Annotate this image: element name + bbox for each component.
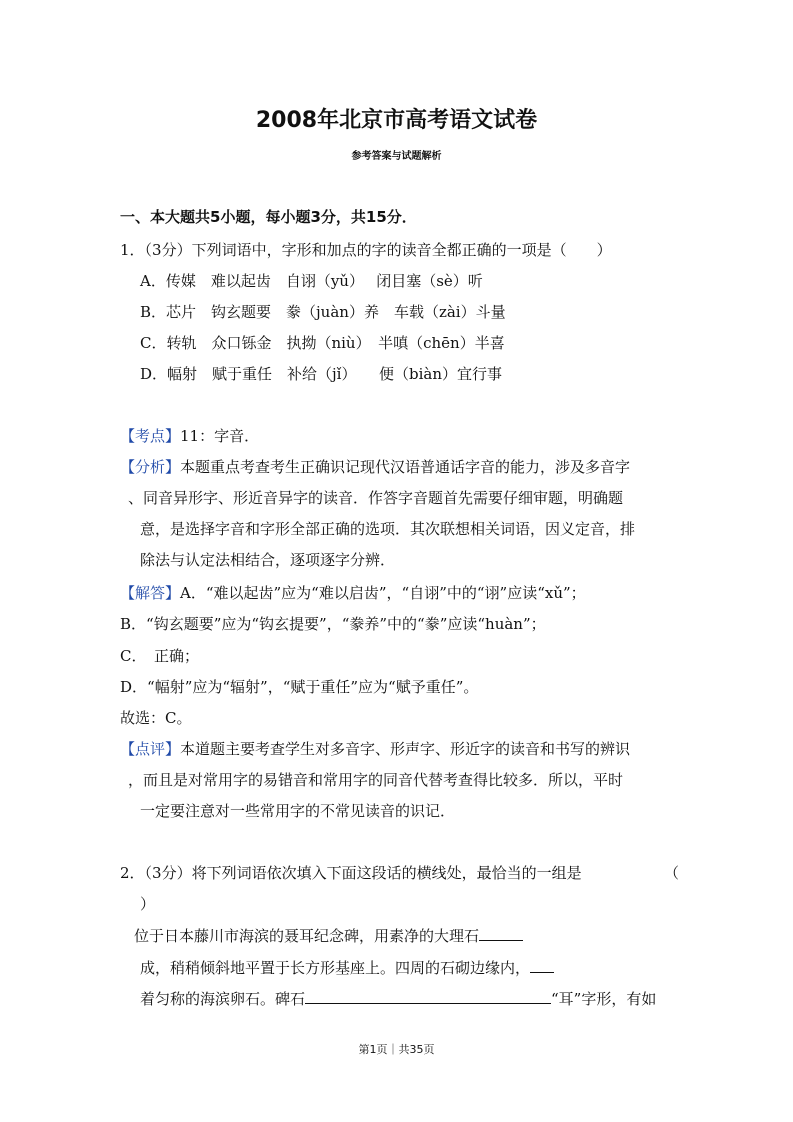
fill-blank-3 <box>305 989 551 1004</box>
q2-paren-close: ） <box>140 895 156 913</box>
passage-text-1: 位于日本藤川市海滨的聂耳纪念碑，用素净的大理石 <box>134 927 480 945</box>
fenxi-line-4: 除法与认定法相结合，逐项逐字分辨． <box>140 551 396 569</box>
page-subtitle: 参考答案与试题解析 <box>351 151 442 162</box>
dianping-line-3: 一定要注意对一些常用字的不常见读音的识记． <box>140 802 456 820</box>
q2-passage-line-3 <box>140 988 656 1009</box>
q1-jieda-first <box>120 582 586 603</box>
passage-text-3a: 着匀称的海滨卵石。碑石 <box>140 990 306 1008</box>
q2-stem: 2．（3分）将下列词语依次填入下面这段话的横线处，最恰当的一组是 <box>120 864 582 882</box>
q1-dianping-first <box>120 738 630 759</box>
fill-blank-2 <box>530 958 554 973</box>
q1-option-a: A．传媒 难以起齿 自诩（yǔ） 闭目塞（sè）听 <box>140 272 483 290</box>
q1-kaodian <box>120 425 259 446</box>
page-footer: 第1页｜共35页 <box>358 1043 435 1056</box>
jieda-a: A．“难以起齿”应为“难以启齿”，“自诩”中的“诩”应读“xǔ”； <box>180 584 586 602</box>
section-heading: 一、本大题共5小题，每小题3分，共15分． <box>120 208 417 226</box>
q2-paren-open: （ <box>664 864 680 882</box>
passage-text-3b: “耳”字形，有如 <box>551 990 657 1008</box>
kaodian-tag: 【考点】 <box>120 427 181 445</box>
fill-blank-1 <box>479 926 523 941</box>
jieda-tag: 【解答】 <box>120 584 181 602</box>
q1-option-d: D．幅射 赋于重任 补给（jǐ） 便（biàn）宜行事 <box>140 365 502 383</box>
kaodian-text: 11：字音． <box>180 427 260 445</box>
q2-passage-line-1 <box>134 925 523 946</box>
q1-stem: 1．（3分）下列词语中，字形和加点的字的读音全都正确的一项是（ ） <box>120 241 612 259</box>
fenxi-line-3: 意，是选择字音和字形全部正确的选项．其次联想相关词语，因义定音，排 <box>140 520 636 538</box>
q2-passage-line-2 <box>140 957 554 978</box>
q1-fenxi-first <box>120 456 630 477</box>
fenxi-line-2: 、同音异形字、形近音异字的读音．作答字音题首先需要仔细审题，明确题 <box>128 489 624 507</box>
passage-text-2: 成，稍稍倾斜地平置于长方形基座上。四周的石砌边缘内， <box>140 959 531 977</box>
fenxi-line-1: 本题重点考查考生正确识记现代汉语普通话字音的能力，涉及多音字 <box>180 458 631 476</box>
jieda-d: D．“幅射”应为“辐射”，“赋于重任”应为“赋予重任”。 <box>120 678 479 696</box>
dianping-line-1: 本道题主要考查学生对多音字、形声字、形近字的读音和书写的辨识 <box>180 740 631 758</box>
dianping-line-2: ，而且是对常用字的易错音和常用字的同音代替考查得比较多．所以，平时 <box>128 771 624 789</box>
q1-option-b: B．芯片 钩玄题要 豢（juàn）养 车载（zài）斗量 <box>140 303 506 321</box>
jieda-c: C． 正确； <box>120 647 199 665</box>
q1-option-c: C．转轨 众口铄金 执拗（niù） 半嗔（chēn）半喜 <box>140 334 505 352</box>
dianping-tag: 【点评】 <box>120 740 181 758</box>
jieda-answer: 故选：C。 <box>120 709 192 727</box>
page-title: 2008年北京市高考语文试卷 <box>255 108 538 133</box>
jieda-b: B．“钩玄题要”应为“钩玄提要”，“豢养”中的“豢”应读“huàn”； <box>120 615 546 633</box>
fenxi-tag: 【分析】 <box>120 458 181 476</box>
